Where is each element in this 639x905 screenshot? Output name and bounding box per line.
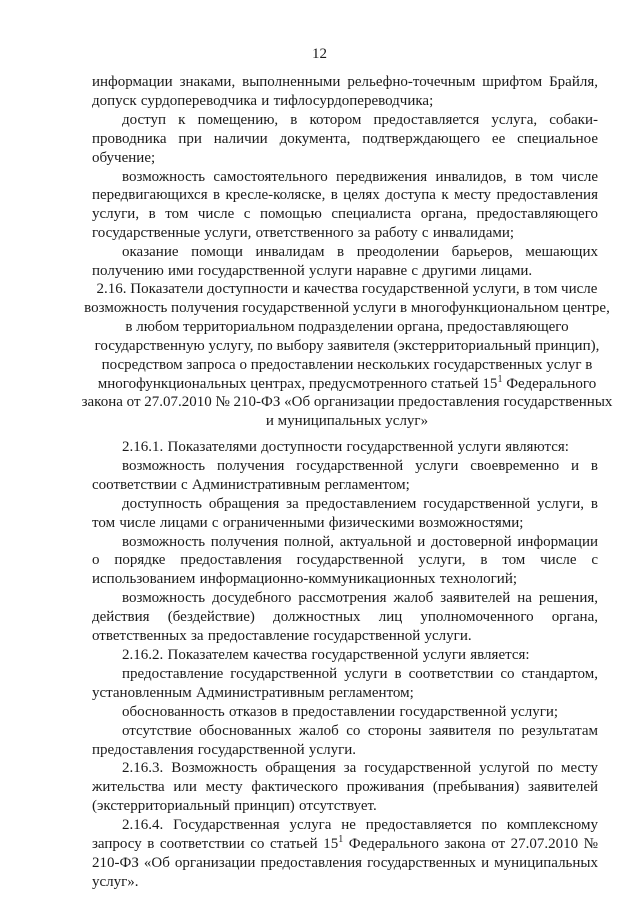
main-section <box>92 438 598 892</box>
paragraph-text-part-1: 2.16.4. Государственная услуга не предоставляется по комплексному запросу в соответствии со статьей 15 <box>92 817 598 853</box>
paragraph: возможность получения полной, актуальной и достоверной информации о порядке предоставления государственной услуги, в том числе с использованием информационно-коммуникационных технологий; <box>92 533 598 588</box>
paragraph <box>92 816 598 892</box>
heading-text-part-1: 2.16. Показатели доступности и качества государственной услуги, в том числе возможность получения государственной услуги в многофункциональном центре, в любом территориальном подразделении органа, предоставляющего государственную услугу, по выбору заявителя (экстерриториальный принцип), посредством запроса о предоставлении нескольких государственных услуг в многофункциональных центрах, предусмотренного статьей 15 <box>84 281 610 392</box>
section-heading <box>80 280 614 431</box>
paragraph: возможность самостоятельного передвижения инвалидов, в том числе передвигающихся в кресле-коляске, в целях доступа к месту предоставления услуги, в том числе с помощью специалиста органа, предоставляющего государственные услуги, ответственного за работу с инвалидами; <box>92 168 598 242</box>
page-number: 12 <box>312 46 327 62</box>
paragraph: 2.16.3. Возможность обращения за государственной услугой по месту жительства или месту фактического проживания (пребывания) заявителей (экстерриториальный принцип) отсутствует. <box>92 760 598 815</box>
paragraph: оказание помощи инвалидам в преодолении барьеров, мешающих получению ими государственной услуги наравне с другими лицами. <box>92 244 598 280</box>
paragraph: доступность обращения за предоставлением государственной услуги, в том числе лицами с ограниченными физическими возможностями; <box>92 495 598 531</box>
paragraph: возможность получения государственной услуги своевременно и в соответствии с Административным регламентом; <box>92 457 598 493</box>
paragraph: отсутствие обоснованных жалоб со стороны заявителя по результатам предоставления государственной услуги. <box>92 722 598 758</box>
heading-text-part-2: Федерального закона от 27.07.2010 № 210-ФЗ «Об организации предоставления государственных и муниципальных услуг» <box>81 375 613 430</box>
paragraph: 2.16.2. Показателем качества государственной услуги является: <box>122 646 530 663</box>
paragraph: доступ к помещению, в котором предоставляется услуга, собаки-проводника при наличии документа, подтверждающего ее специальное обучение; <box>92 111 598 166</box>
top-section <box>92 73 598 281</box>
paragraph: возможность досудебного рассмотрения жалоб заявителей на решения, действия (бездействие) должностных лиц уполномоченного органа, ответственных за предоставление государственной услуги. <box>92 590 598 645</box>
paragraph: информации знаками, выполненными рельефно-точечным шрифтом Брайля, допуск сурдопереводчика и тифлосурдопереводчика; <box>92 74 598 109</box>
paragraph: предоставление государственной услуги в соответствии со стандартом, установленным Административным регламентом; <box>92 665 598 701</box>
paragraph-text-part-2: Федерального закона от 27.07.2010 № 210-ФЗ «Об организации предоставления государственных и муниципальных услуг». <box>92 836 598 890</box>
paragraph: обоснованность отказов в предоставлении государственной услуги; <box>122 703 559 720</box>
paragraph-superscript: 1 <box>338 834 344 846</box>
paragraph: 2.16.1. Показателями доступности государственной услуги являются: <box>122 439 569 455</box>
heading-superscript: 1 <box>497 373 503 385</box>
